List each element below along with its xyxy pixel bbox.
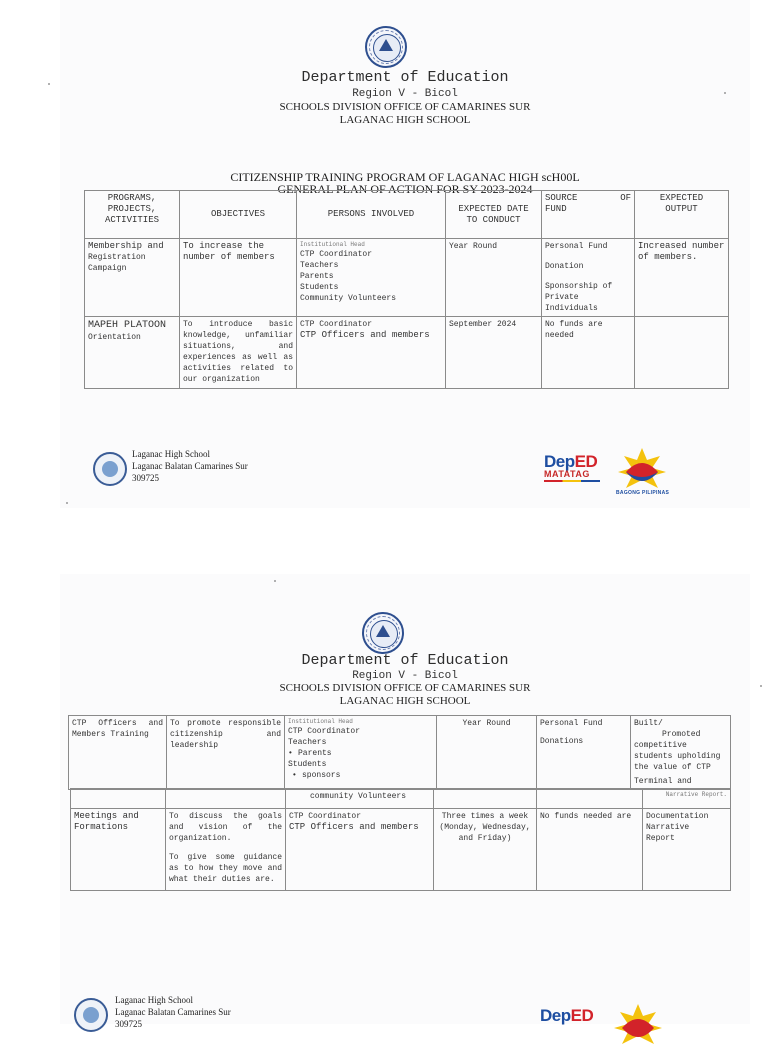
division-label: SCHOOLS DIVISION OFFICE OF CAMARINES SUR: [279, 682, 531, 694]
plan-table-page-2-top: [68, 715, 731, 790]
plan-table-page-1: [84, 190, 729, 389]
date-cell: September 2024: [446, 317, 542, 389]
persons-cell: community Volunteers: [286, 789, 434, 809]
region-label: Region V - Bicol: [352, 670, 458, 682]
school-label: LAGANAC HIGH SCHOOL: [339, 114, 471, 126]
deped-seal-icon: [362, 612, 404, 654]
persons-cell: Institutional Head CTP Coordinator Teachers Parents Students Community Volunteers: [297, 239, 446, 317]
date-cell: Year Round: [437, 716, 537, 790]
col-header-fund: SOURCE OF FUND: [542, 191, 635, 239]
table-row: [69, 716, 731, 790]
fund-cell: No funds are needed: [542, 317, 635, 389]
persons-cell: CTP Coordinator CTP Officers and members: [297, 317, 446, 389]
plan-subtitle: GENERAL PLAN OF ACTION FOR SY 2023-2024: [277, 182, 533, 196]
scan-speck: [66, 502, 68, 504]
footer-address: Laganac High School Laganac Balatan Camarines Sur 309725: [132, 449, 248, 483]
region-label: Region V - Bicol: [352, 88, 458, 100]
col-header-programs: PROGRAMS, PROJECTS, ACTIVITIES: [85, 191, 180, 239]
fund-cell: Personal Fund Donation Sponsorship of Private Individuals: [542, 239, 635, 317]
col-header-objectives: OBJECTIVES: [180, 191, 297, 239]
col-header-output: EXPECTED OUTPUT: [635, 191, 729, 239]
table-row: MAPEH PLATOON Orientation To introduce basic knowledge, unfamiliar situations, and experiences as well as activities related to our organization CTP Coordinator CTP Officers and members September 2024 No funds are needed: [85, 317, 729, 389]
output-cell: Built/ Promoted competitive students upholding the value of CTP Terminal and: [631, 716, 731, 790]
col-header-persons: PERSONS INVOLVED: [297, 191, 446, 239]
fund-cell: Personal Fund Donations: [537, 716, 631, 790]
department-title: Department of Education: [301, 69, 509, 86]
deped-seal-icon: [365, 26, 407, 68]
program-cell: Meetings and Formations: [71, 809, 166, 891]
program-name: MAPEH PLATOON: [88, 320, 167, 331]
table-row: [71, 789, 731, 809]
scan-speck: [760, 685, 762, 687]
document-page-2: [60, 574, 750, 1029]
department-title: Department of Education: [301, 652, 509, 669]
objective-cell: To introduce basic knowledge, unfamiliar situations, and experiences as well as activities related to our organization: [180, 317, 297, 389]
bagong-pilipinas-logo-icon: [608, 1002, 668, 1052]
document-page-1: [60, 0, 750, 508]
persons-cell: CTP Coordinator CTP Officers and members: [286, 809, 434, 891]
scan-speck: [724, 92, 726, 94]
bagong-pilipinas-text: BAGONG PILIPINAS: [616, 490, 670, 496]
plan-title: CITIZENSHIP TRAINING PROGRAM OF LAGANAC HIGH scH00L: [230, 170, 580, 184]
footer-address: Laganac High School Laganac Balatan Camarines Sur 309725: [115, 995, 231, 1029]
output-cell: Narrative Report.: [643, 789, 731, 809]
deped-matatag-logo-icon: DepED MATATAG: [544, 452, 600, 482]
persons-cell: Institutional Head CTP Coordinator Teachers • Parents Students • sponsors: [285, 716, 437, 790]
output-cell: Increased number of members.: [635, 239, 729, 317]
program-name: Membership and: [88, 241, 164, 251]
objective-cell: To increase the number of members: [180, 239, 297, 317]
table-row: [71, 809, 731, 891]
objective-cell: To discuss the goals and vision of the organization. To give some guidance as to how they move and what their duties are.: [166, 809, 286, 891]
school-logo-icon: [74, 998, 108, 1032]
scan-speck: [48, 83, 50, 85]
date-cell: Year Round: [446, 239, 542, 317]
col-header-date: EXPECTED DATE TO CONDUCT: [446, 191, 542, 239]
program-cell: CTP Officers and Members Training: [69, 716, 167, 790]
date-cell: Three times a week (Monday, Wednesday, and Friday): [434, 809, 537, 891]
page-gap: [0, 508, 768, 574]
bagong-pilipinas-logo-icon: [612, 446, 672, 496]
division-label: SCHOOLS DIVISION OFFICE OF CAMARINES SUR: [279, 101, 531, 113]
deped-matatag-logo-icon: DepED: [540, 1006, 594, 1025]
table-header-row: [85, 191, 729, 239]
plan-table-page-2-bottom: [70, 788, 731, 891]
table-row: Membership and Registration Campaign To increase the number of members Institutional Head CTP Coordinator Teachers Parents Students Community Volunteers Year Round Personal Fund Donation Sponsorship of Private Individuals Increased number of members.: [85, 239, 729, 317]
output-cell: [635, 317, 729, 389]
school-label: LAGANAC HIGH SCHOOL: [339, 695, 471, 707]
objective-cell: To promote responsible citizenship and leadership: [167, 716, 285, 790]
fund-cell: No funds needed are: [537, 809, 643, 891]
school-logo-icon: [93, 452, 127, 486]
output-cell: Documentation Narrative Report: [643, 809, 731, 891]
scan-speck: [274, 580, 276, 582]
